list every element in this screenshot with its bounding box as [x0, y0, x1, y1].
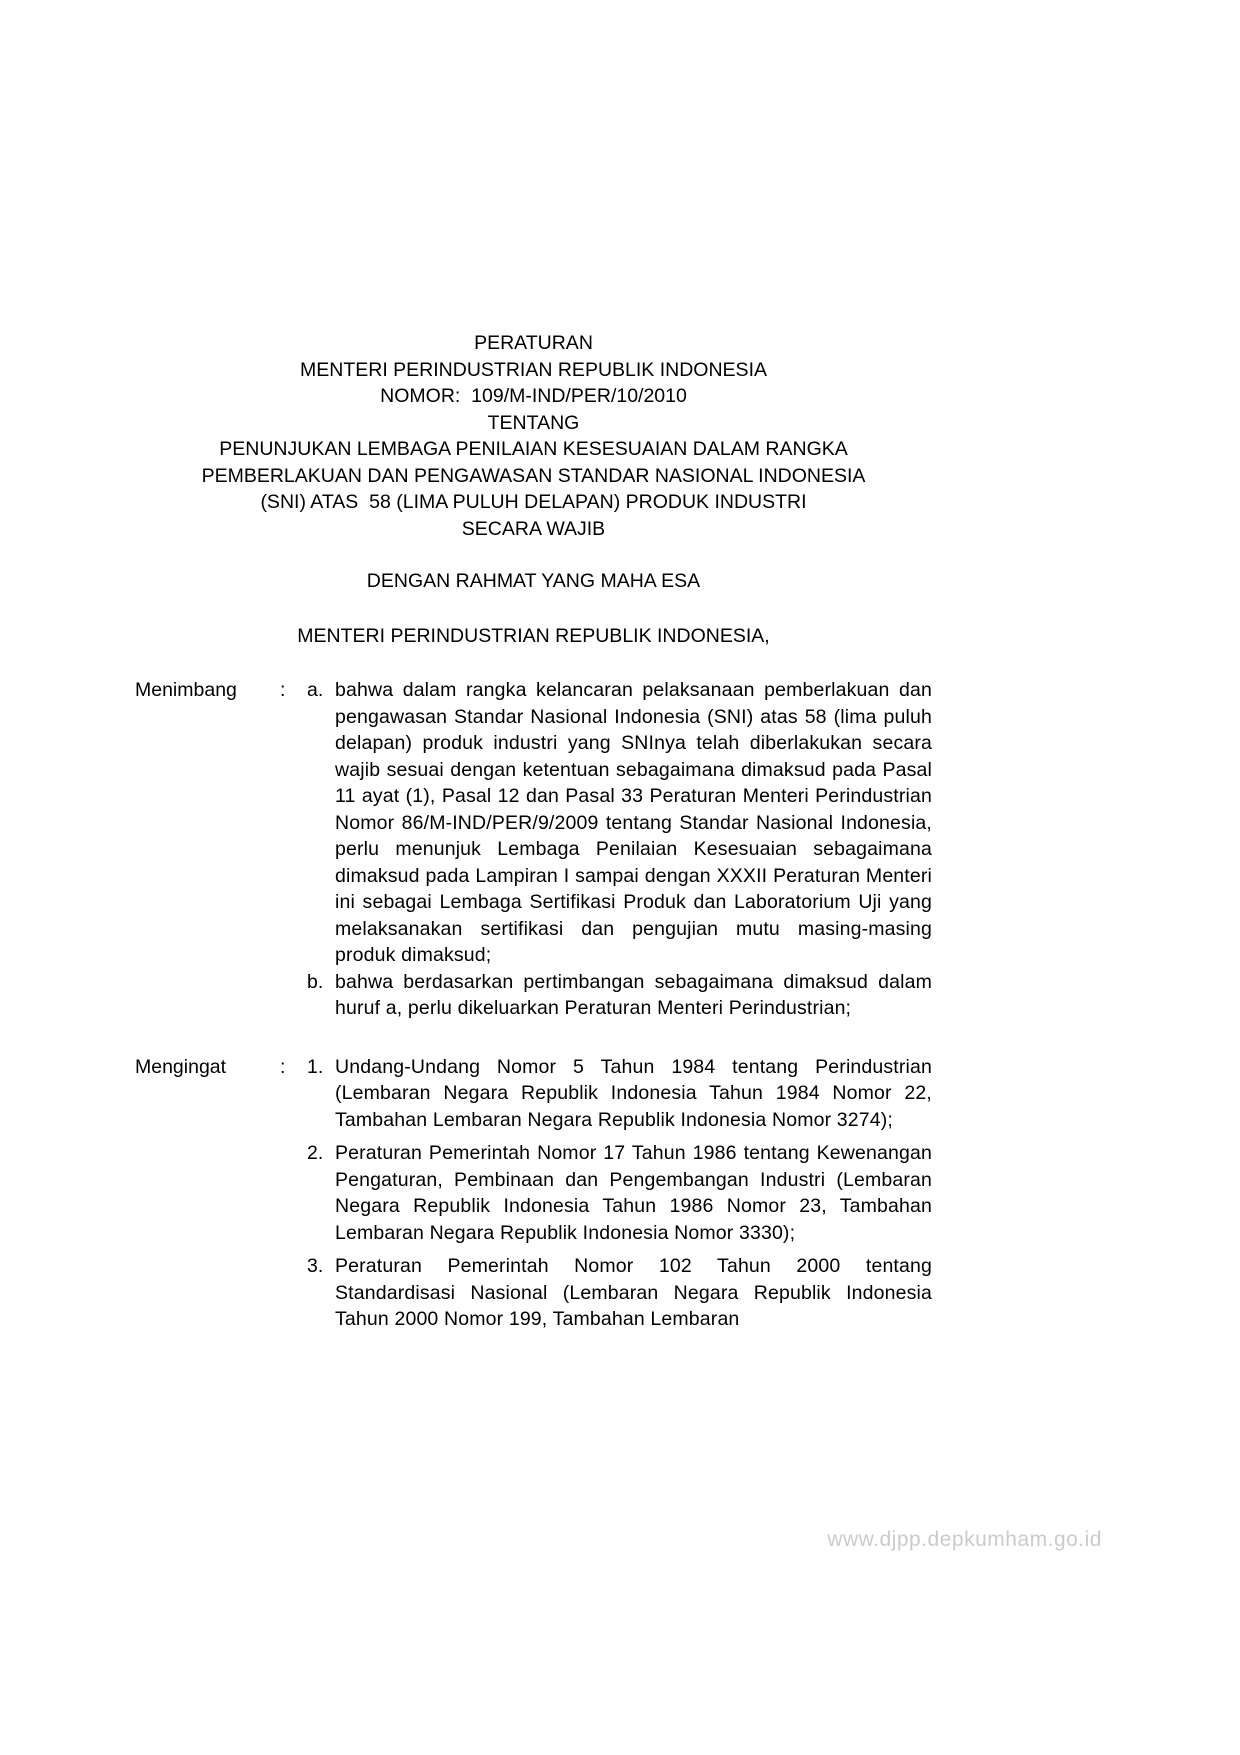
menimbang-item-b-marker: b. — [307, 970, 324, 993]
mengingat-item-2-text: Peraturan Pemerintah Nomor 17 Tahun 1986 tentang Kewenangan Pengaturan, Pembinaan dan Pengembangan Industri (Lembaran Negara Republik Indonesia Tahun 1986 Nomor 23, Tambahan Lembaran Negara Republik Indonesia Nomor 3330); — [335, 1142, 932, 1244]
mengingat-item-1-marker: 1. — [307, 1055, 324, 1078]
title-line-subject-2: PEMBERLAKUAN DAN PENGAWASAN STANDAR NASIONAL INDONESIA — [201, 464, 866, 487]
title-line-subject-1: PENUNJUKAN LEMBAGA PENILAIAN KESESUAIAN DALAM RANGKA — [219, 438, 848, 460]
menimbang-item-b-text: bahwa berdasarkan pertimbangan sebagaimana dimaksud dalam huruf a, perlu dikeluarkan Peraturan Menteri Perindustrian; — [335, 970, 932, 1019]
mengingat-section — [135, 1054, 932, 1333]
document-page — [135, 330, 932, 1333]
menimbang-row-a — [135, 677, 932, 969]
menimbang-colon: : — [280, 679, 286, 701]
mengingat-row-3 — [135, 1253, 932, 1333]
watermark: www.djpp.depkumham.go.id — [827, 1528, 1102, 1551]
menimbang-item-a-marker: a. — [307, 679, 324, 701]
title-line-subject-3: (SNI) ATAS 58 (LIMA PULUH DELAPAN) PRODUK INDUSTRI — [260, 491, 807, 513]
title-line-peraturan: PERATURAN — [474, 332, 593, 354]
mengingat-item-3-text: Peraturan Pemerintah Nomor 102 Tahun 2000 tentang Standardisasi Nasional (Lembaran Negara Republik Indonesia Tahun 2000 Nomor 199, Tambahan Lembaran — [335, 1255, 932, 1330]
mengingat-colon: : — [280, 1055, 286, 1078]
mengingat-item-3-marker: 3. — [307, 1255, 324, 1277]
title-line-tentang: TENTANG — [487, 411, 580, 434]
menimbang-item-a-text: bahwa dalam rangka kelancaran pelaksanaan pemberlakuan dan pengawasan Standar Nasional Indonesia (SNI) atas 58 (lima puluh delapan) produk industri yang SNInya telah diberlakukan secara wajib sesuai dengan ketentuan sebagaimana dimaksud pada Pasal 11 ayat (1), Pasal 12 dan Pasal 33 Peraturan Menteri Perindustrian Nomor 86/M-IND/PER/9/2009 tentang Standar Nasional Indonesia, perlu menunjuk Lembaga Penilaian Kesesuaian sebagaimana dimaksud pada Lampiran I sampai dengan XXXII Peraturan Menteri ini sebagai Lembaga Sertifikasi Produk dan Laboratorium Uji yang melaksanakan sertifikasi dan pengujian mutu masing-masing produk dimaksud; — [335, 679, 932, 966]
title-line-nomor: NOMOR: 109/M-IND/PER/10/2010 — [380, 385, 687, 407]
title-line-subject-4: SECARA WAJIB — [461, 517, 606, 540]
mengingat-row-1 — [135, 1054, 932, 1134]
issuer-line: MENTERI PERINDUSTRIAN REPUBLIK INDONESIA, — [297, 624, 770, 647]
mengingat-row-2 — [135, 1140, 932, 1246]
document-title-block — [135, 330, 932, 542]
mengingat-label: Mengingat — [135, 1055, 227, 1078]
menimbang-section — [135, 677, 932, 1022]
menimbang-row-b — [135, 969, 932, 1022]
invocation-line: DENGAN RAHMAT YANG MAHA ESA — [366, 570, 701, 592]
title-line-issuer: MENTERI PERINDUSTRIAN REPUBLIK INDONESIA — [300, 358, 767, 381]
menimbang-label: Menimbang — [135, 679, 237, 701]
mengingat-item-1-text: Undang-Undang Nomor 5 Tahun 1984 tentang Perindustrian (Lembaran Negara Republik Indonesia Tahun 1984 Nomor 22, Tambahan Lembaran Negara Republik Indonesia Nomor 3274); — [335, 1055, 932, 1131]
mengingat-item-2-marker: 2. — [307, 1142, 324, 1164]
